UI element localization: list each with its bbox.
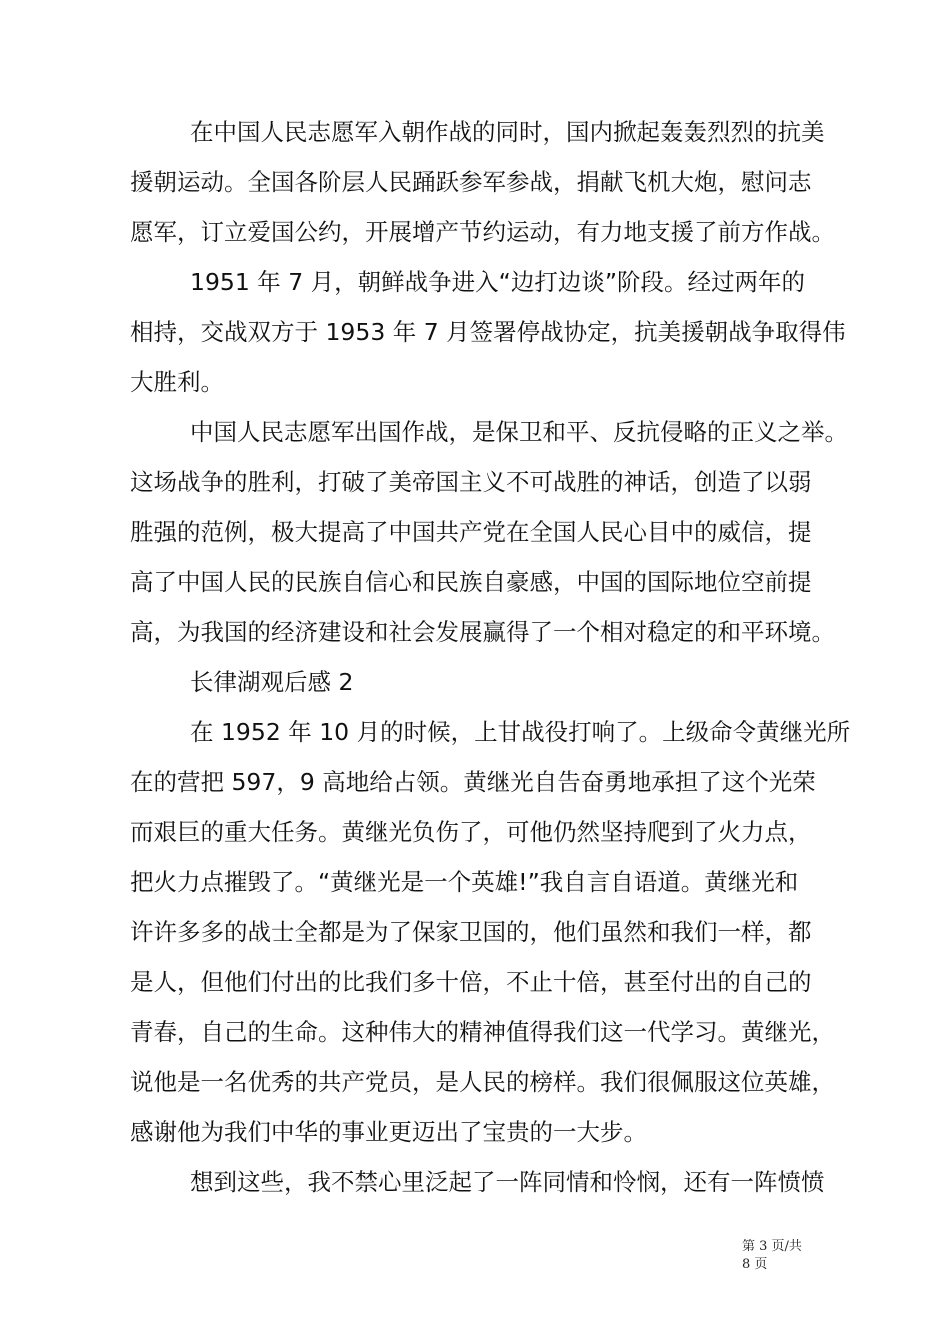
text-line: 大胜利。 bbox=[130, 368, 224, 396]
text-line: 相持，交战双方于 1953 年 7 月签署停战协定，抗美援朝战争取得伟 bbox=[130, 318, 846, 346]
text-line: 在的营把 597，9 高地给占领。黄继光自告奋勇地承担了这个光荣 bbox=[130, 768, 816, 796]
text-line: 把火力点摧毁了。“黄继光是一个英雄!”我自言自语道。黄继光和 bbox=[130, 868, 799, 896]
text-line: 青春，自己的生命。这种伟大的精神值得我们这一代学习。黄继光， bbox=[130, 1018, 835, 1046]
text-line: 说他是一名优秀的共产党员，是人民的榜样。我们很佩服这位英雄， bbox=[130, 1068, 835, 1096]
text-line: 高，为我国的经济建设和社会发展赢得了一个相对稳定的和平环境。 bbox=[130, 618, 835, 646]
text-line: 这场战争的胜利，打破了美帝国主义不可战胜的神话，创造了以弱 bbox=[130, 468, 812, 496]
section-title: 长律湖观后感 2 bbox=[190, 668, 354, 696]
text-line: 想到这些，我不禁心里泛起了一阵同情和怜悯，还有一阵愤愤 bbox=[190, 1168, 825, 1196]
text-line: 中国人民志愿军出国作战，是保卫和平、反抗侵略的正义之举。 bbox=[190, 418, 848, 446]
text-line: 高了中国人民的民族自信心和民族自豪感，中国的国际地位空前提 bbox=[130, 568, 812, 596]
text-line: 在 1952 年 10 月的时候，上甘战役打响了。上级命令黄继光所 bbox=[190, 718, 851, 746]
text-line: 是人，但他们付出的比我们多十倍，不止十倍，甚至付出的自己的 bbox=[130, 968, 812, 996]
text-line: 感谢他为我们中华的事业更迈出了宝贵的一大步。 bbox=[130, 1118, 647, 1146]
text-line: 在中国人民志愿军入朝作战的同时，国内掀起轰轰烈烈的抗美 bbox=[190, 118, 825, 146]
text-line: 胜强的范例，极大提高了中国共产党在全国人民心目中的威信，提 bbox=[130, 518, 812, 546]
text-line: 1951 年 7 月，朝鲜战争进入“边打边谈”阶段。经过两年的 bbox=[190, 268, 806, 296]
page-number-line1: 第 3 页/共 bbox=[742, 1239, 802, 1254]
text-line: 援朝运动。全国各阶层人民踊跃参军参战，捐献飞机大炮，慰问志 bbox=[130, 168, 812, 196]
text-line: 愿军，订立爱国公约，开展增产节约运动，有力地支援了前方作战。 bbox=[130, 218, 835, 246]
page-number-line2: 8 页 bbox=[742, 1257, 768, 1272]
text-line: 而艰巨的重大任务。黄继光负伤了，可他仍然坚持爬到了火力点， bbox=[130, 818, 812, 846]
text-line: 许许多多的战士全都是为了保家卫国的，他们虽然和我们一样，都 bbox=[130, 918, 812, 946]
